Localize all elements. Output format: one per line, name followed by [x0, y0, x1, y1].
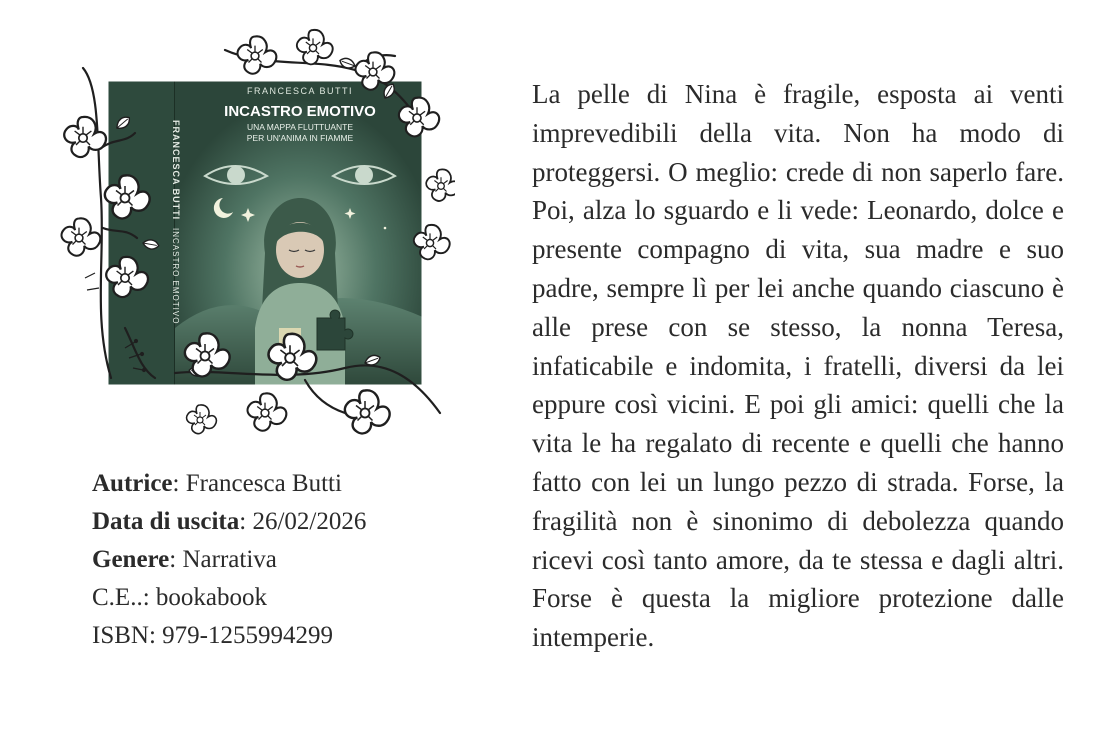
cover-subtitle-2: PER UN'ANIMA IN FIAMME — [246, 133, 354, 143]
book-synopsis: La pelle di Nina è fragile, esposta ai venti imprevedibili della vita. Non ha modo di proteggersi. O meglio: crede di non saperlo fare. Poi, alza lo sguardo e li vede: Leonardo, dolce e presente compagno di vita, sua madre e suo padre, sempre lì per lei anche quando ciascuno è alle prese con se stesso, la nonna Teresa, infaticabile e indomita, i fratelli, diversi da lei eppure così vicini. E poi gli amici: quelli che la vita le ha regalato di recente e quelli che hanno fatto con lei un lungo pezzo di strada. Forse, la fragilità non è sinonimo di debolezza quando ricevi così tanto amore, da te stessa e dagli altri. Forse è questa la migliore protezione dalle intemperie. — [532, 79, 1064, 653]
genre-label: Genere — [92, 546, 170, 573]
cover-subtitle-1: UNA MAPPA FLUTTUANTE — [246, 122, 354, 132]
isbn-row: ISBN: 979-1255994299 — [92, 622, 333, 649]
cover-title: INCASTRO EMOTIVO — [224, 103, 376, 120]
cover-author: FRANCESCA BUTTI — [246, 86, 354, 96]
release-date-value: 26/02/2026 — [252, 508, 367, 535]
book-spine — [105, 78, 175, 388]
author-row: Autrice: Francesca Butti — [92, 470, 342, 497]
publisher-label: C.E. — [92, 584, 137, 611]
isbn-label: ISBN — [92, 622, 149, 649]
spine-author: FRANCESCA BUTTI — [171, 120, 181, 221]
author-value: Francesca Butti — [185, 470, 342, 497]
author-label: Autrice — [92, 470, 173, 497]
book-cover-illustration — [55, 28, 455, 448]
release-date-row: Data di uscita: 26/02/2026 — [92, 508, 367, 535]
isbn-value: 979-1255994299 — [162, 622, 333, 649]
spine-title: INCASTRO EMOTIVO — [171, 228, 180, 325]
book-cover-svg — [55, 28, 455, 448]
publisher-value: bookabook — [155, 584, 268, 611]
release-date-label: Data di uscita — [92, 508, 240, 535]
genre-value: Narrativa — [182, 546, 277, 573]
book-details — [92, 465, 472, 655]
genre-row: Genere: Narrativa — [92, 546, 277, 573]
publisher-row: C.E..: bookabook — [92, 584, 268, 611]
